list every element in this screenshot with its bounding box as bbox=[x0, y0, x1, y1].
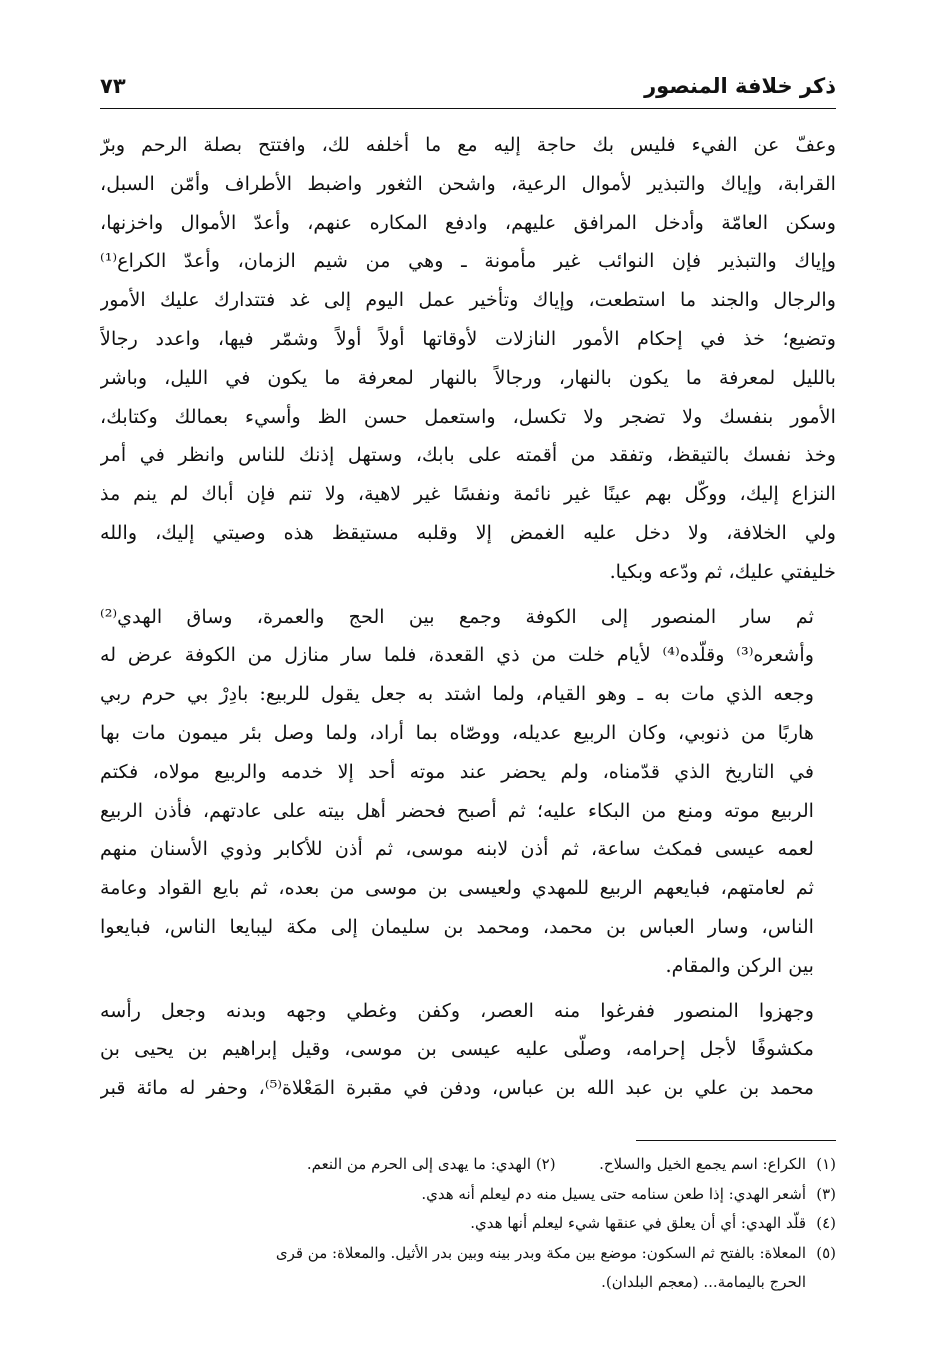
footnote-text bbox=[100, 1150, 806, 1180]
text-line: وجعه الذي مات به ـ وهو القيام، ولما اشتد به جعل يقول للربيع: بادِرْ بي حرم ربي bbox=[100, 682, 814, 706]
footnote-line: المعلاة: بالفتح ثم السكون: موضع بين مكة وبدر بينه وبين بدر الأثيل. والمعلاة: من قرى bbox=[275, 1243, 806, 1262]
body-text bbox=[100, 126, 836, 1108]
running-title: ذكر خلافة المنصور bbox=[644, 74, 836, 98]
page-number: ٧٣ bbox=[100, 74, 126, 98]
text-line: ثم سار المنصور إلى الكوفة وجمع بين الحج والعمرة، وساق الهدي⁽²⁾ bbox=[100, 604, 814, 628]
text-line: وأشعره⁽³⁾ وقلّده⁽⁴⁾ لأيام خلت من ذي القعدة، فلما سار منازل من الكوفة عرض له bbox=[100, 643, 814, 667]
footnote-line: الحرج باليمامة... (معجم البلدان). bbox=[601, 1273, 806, 1291]
text-line: الناس، وسار العباس بن محمد، ومحمد بن سليمان إلى مكة ليبايعا الناس، فبايعوا bbox=[100, 914, 814, 938]
text-line: بين الركن والمقام. bbox=[665, 953, 814, 977]
text-line: القرابة، وإياك والتبذير لأموال الرعية، واشحن الثغور واضبط الأطراف وأمّن السبل، bbox=[100, 171, 836, 195]
footnote-3 bbox=[100, 1180, 836, 1210]
text-line: وعفّ عن الفيء فليس بك حاجة إليه مع ما أخلفه لك، وافتتح بصلة الرحم وبرّ bbox=[100, 133, 836, 156]
text-line: والرجال والجند ما استطعت، وإياك وتأخير عمل اليوم إلى غد فتتدارك عليك الأمور bbox=[100, 288, 836, 312]
text-line: خليفتي عليك، ثم ودّعه وبكيا. bbox=[609, 559, 836, 583]
paragraph-2 bbox=[100, 598, 836, 986]
footnote-1-2 bbox=[100, 1150, 836, 1180]
paragraph-3 bbox=[100, 992, 836, 1108]
text-line: مكشوفًا لأجل إحرامه، وصلّى عليه عيسى بن موسى، وقيل إبراهيم بن يحيى بن bbox=[100, 1037, 814, 1061]
text-line: وإياك والتبذير فإن النوائب غير مأمونة ـ وهي من شيم الزمان، وأعدّ الكراع⁽¹⁾ bbox=[100, 249, 836, 273]
text-line: الأمور بنفسك ولا تضجر ولا تكسل، واستعمل حسن الظ وأسيء بعمالك وكتابك، bbox=[100, 404, 836, 428]
text-line: الربيع موته ومنع من البكاء عليه؛ ثم أصبح فحضر أهل بيته على عادتهم، فأذن الربيع bbox=[100, 798, 814, 822]
footnote-text bbox=[100, 1239, 806, 1298]
text-line: وتضيع؛ خذ في إحكام الأمور النازلات لأوقاتها أولاً أولاً وشمّر فيها، واعدد رجالاً bbox=[100, 326, 836, 350]
footnote-4 bbox=[100, 1209, 836, 1239]
text-line: محمد بن علي بن عبد الله بن عباس، ودفن في مقبرة المَعْلاة⁽⁵⁾، وحفر له مائة قبر bbox=[100, 1076, 815, 1100]
footnote-number: (٣) bbox=[816, 1184, 836, 1203]
footnote-number: (١) bbox=[816, 1155, 836, 1173]
text-line: هاربًا من ذنوبي، وكان الربيع عديله، ووصّاه بما أراد، ولما وصل بئر ميمون مات بها bbox=[100, 720, 814, 744]
text-line: النزاع إليك، ووكّل بهم عينًا غير نائمة ونفسًا غير لاهية، ولا تنم فإن أباك لم ينم مذ bbox=[100, 482, 836, 506]
text-line: وجهزوا المنصور ففرغوا منه العصر، وكفن وغطي وجهه وبدنه وجعل رأسه bbox=[100, 998, 814, 1022]
footnotes bbox=[100, 1150, 836, 1298]
text-line: بالليل لمعرفة ما يكون بالنهار، ورجالاً بالنهار لمعرفة ما يكون في الليل، وباشر bbox=[100, 365, 836, 389]
text-line: ثم لعامتهم، فبايعهم الربيع للمهدي ولعيسى بن موسى من بعده، ثم بايع القواد وعامة bbox=[100, 876, 814, 900]
footnote-1-text: الكراع: اسم يجمع الخيل والسلاح. bbox=[599, 1155, 806, 1173]
text-line: ولي الخلافة، ولا دخل عليه الغمض إلا وقلبه مستيقظ هذه وصيتي إليك، والله bbox=[100, 520, 836, 544]
footnote-5 bbox=[100, 1239, 836, 1298]
footnote-2-text: الهدي: ما يهدى إلى الحرم من النعم. bbox=[306, 1155, 532, 1173]
footnote-text: قلّد الهدي: أي أن يعلق في عنقها شيء ليعلم أنها هدي. bbox=[470, 1214, 806, 1232]
text-line: لعمه عيسى فمكث ساعة، ثم أذن لابنه موسى، ثم أذن للأكابر وذوي الأسنان منهم bbox=[100, 837, 814, 861]
text-line: وسكن العامّة وأدخل المرافق عليهم، وادفع المكاره عنهم، وأعدّ الأموال واخزنها، bbox=[100, 210, 836, 234]
text-line: وخذ نفسك بالتيقظ، وتفقد من أقمته على بابك، وستهل إذنك للناس وانظر في أمر bbox=[100, 443, 836, 467]
paragraph-1 bbox=[100, 126, 836, 592]
footnote-number: (٥) bbox=[816, 1243, 836, 1262]
footnote-2-number: (٢) bbox=[535, 1155, 556, 1173]
footnote-number: (٤) bbox=[816, 1214, 836, 1232]
page-header bbox=[100, 72, 836, 109]
text-line: في التاريخ الذي قدّمناه، ولم يحضر عند موته أحد إلا خدمه والربيع مولاه، فكتم bbox=[100, 759, 814, 783]
footnote-text: أشعر الهدي: إذا طعن سنامه حتى يسيل منه دم ليعلم أنه هدي. bbox=[421, 1184, 806, 1203]
footnote-divider bbox=[636, 1140, 836, 1141]
